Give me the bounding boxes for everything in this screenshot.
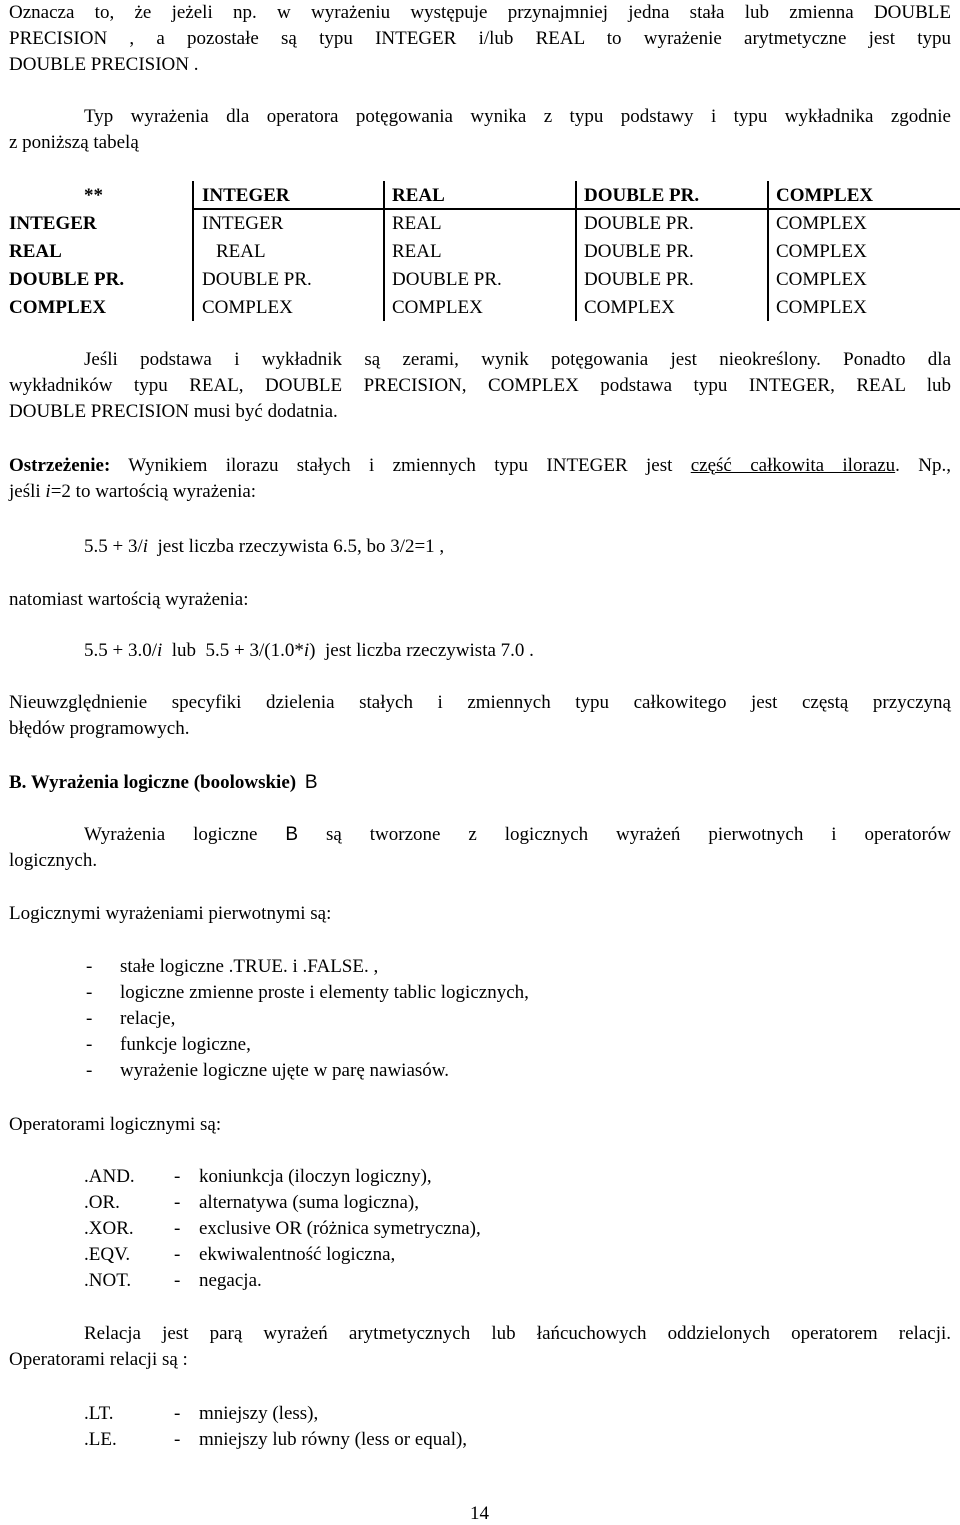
dash: - — [174, 1192, 181, 1213]
warning-label: Ostrzeżenie: — [9, 455, 111, 476]
table-cell: COMPLEX — [776, 269, 867, 290]
example-1-expr: 5.5 + 3/ — [84, 536, 143, 557]
table-cell: COMPLEX — [392, 297, 483, 318]
relation-description: mniejszy (less), — [199, 1403, 319, 1424]
example-2-variable: i — [303, 640, 310, 661]
table-row-header: DOUBLE PR. — [9, 269, 125, 290]
dash: - — [86, 1034, 93, 1055]
operator-description: exclusive OR (różnica symetryczna), — [199, 1218, 481, 1239]
operator-description: negacja. — [199, 1270, 262, 1291]
table-cell: DOUBLE PR. — [584, 213, 694, 234]
operator-symbol: .AND. — [84, 1166, 135, 1187]
operator-symbol: .OR. — [84, 1192, 120, 1213]
table-cell: COMPLEX — [584, 297, 675, 318]
dash: - — [174, 1218, 181, 1239]
operators-intro: Operatorami logicznymi są: — [9, 1114, 222, 1135]
table-cell: COMPLEX — [776, 297, 867, 318]
operator-symbol: .XOR. — [84, 1218, 134, 1239]
table-cell: COMPLEX — [202, 297, 293, 318]
example-1-result: jest liczba rzeczywista 6.5, bo 3/2=1 , — [148, 536, 445, 557]
warning-underlined: część całkowita ilorazu — [690, 455, 896, 476]
table-header-cell: COMPLEX — [776, 185, 874, 206]
dash: - — [174, 1166, 181, 1187]
example-2-variable: i — [157, 640, 163, 661]
neglect-line-2: błędów programowych. — [9, 718, 190, 739]
list-item-text: logiczne zmienne proste i elementy tablic logicznych, — [120, 982, 529, 1003]
table-cell: INTEGER — [202, 213, 284, 234]
intro-line-3: DOUBLE PRECISION . — [9, 54, 199, 75]
relation-paragraph — [9, 1321, 951, 1373]
zero-paragraph — [9, 347, 951, 425]
table-header-cell: DOUBLE PR. — [584, 185, 700, 206]
list-item-text: funkcje logiczne, — [120, 1034, 251, 1055]
type-line-1: Typ wyrażenia dla operatora potęgowania wynika z typu podstawy i typu wykładnika zgodnie — [84, 106, 951, 127]
operator-description: ekwiwalentność logiczna, — [199, 1244, 396, 1265]
relation-line-2: Operatorami relacji są : — [9, 1349, 188, 1370]
table-column-divider — [383, 181, 385, 321]
dash: - — [86, 956, 93, 977]
table-cell: DOUBLE PR. — [584, 269, 694, 290]
operator-symbol: .EQV. — [84, 1244, 131, 1265]
table-row-header: COMPLEX — [9, 297, 107, 318]
warning-line-2-end: =2 to wartością wyrażenia: — [50, 481, 257, 502]
table-cell: REAL — [392, 241, 442, 262]
table-header-cell: REAL — [392, 185, 445, 206]
section-b-symbol: B — [304, 772, 318, 793]
table-cell: REAL — [216, 241, 266, 262]
zero-line-1: Jeśli podstawa i wykładnik są zerami, wynik potęgowania jest nieokreślony. Ponadto dla — [84, 349, 951, 370]
warning-paragraph — [9, 453, 951, 505]
relation-symbol: .LT. — [84, 1403, 114, 1424]
warning-line-2 — [9, 479, 951, 505]
logical-line-1 — [9, 822, 951, 848]
list-item-text: stałe logiczne .TRUE. i .FALSE. , — [120, 956, 379, 977]
neglect-line-1: Nieuwzględnienie specyfiki dzielenia stałych i zmiennych typu całkowitego jest częstą przyczyną — [9, 692, 951, 713]
dash: - — [86, 1060, 93, 1081]
example-1 — [84, 534, 444, 560]
whereas-text: natomiast wartością wyrażenia: — [9, 589, 249, 610]
type-paragraph — [9, 104, 951, 156]
table-column-divider — [767, 181, 769, 321]
table-header-cell: INTEGER — [202, 185, 290, 206]
table-header-row — [0, 181, 960, 209]
relation-description: mniejszy lub równy (less or equal), — [199, 1429, 468, 1450]
table-column-divider — [192, 181, 194, 321]
warning-line-1 — [9, 453, 951, 479]
section-b-heading-text: B. Wyrażenia logiczne (boolowskie) — [9, 772, 297, 793]
operator-description: koniunkcja (iloczyn logiczny), — [199, 1166, 432, 1187]
intro-paragraph — [9, 0, 951, 78]
table-cell: DOUBLE PR. — [584, 241, 694, 262]
intro-line-1: Oznacza to, że jeżeli np. w wyrażeniu występuje przynajmniej jedna stała lub zmienna DOUBLE — [9, 2, 951, 23]
type-line-2: z poniższą tabelą — [9, 132, 139, 153]
warning-text: Wynikiem ilorazu stałych i zmiennych typu INTEGER jest — [110, 455, 691, 476]
warning-line-2-text: jeśli — [9, 481, 46, 502]
warning-text-end: . Np., — [895, 455, 951, 476]
warning-variable: i — [45, 481, 51, 502]
example-2-result: ) jest liczba rzeczywista 7.0 . — [309, 640, 534, 661]
table-row-header: INTEGER — [9, 213, 97, 234]
table-row — [0, 265, 960, 293]
table-cell: DOUBLE PR. — [202, 269, 312, 290]
table-cell: COMPLEX — [776, 241, 867, 262]
example-2 — [84, 638, 534, 664]
logical-line-2: logicznych. — [9, 850, 98, 871]
zero-line-3: DOUBLE PRECISION musi być dodatnia. — [9, 401, 338, 422]
table-cell: COMPLEX — [776, 213, 867, 234]
table-row — [0, 237, 960, 265]
section-b-heading — [9, 770, 318, 796]
table-row — [0, 293, 960, 321]
primitives-intro: Logicznymi wyrażeniami pierwotnymi są: — [9, 903, 332, 924]
logical-symbol: B — [285, 824, 299, 845]
example-2-expr: 5.5 + 3.0/ — [84, 640, 157, 661]
table-cell: REAL — [392, 213, 442, 234]
table-header-corner: ** — [84, 185, 103, 206]
relation-line-1: Relacja jest parą wyrażeń arytmetycznych lub łańcuchowych oddzielonych operatorem relacji. — [84, 1323, 951, 1344]
dash: - — [174, 1403, 181, 1424]
operator-description: alternatywa (suma logiczna), — [199, 1192, 419, 1213]
relation-symbol: .LE. — [84, 1429, 117, 1450]
dash: - — [174, 1429, 181, 1450]
dash: - — [174, 1270, 181, 1291]
example-1-variable: i — [142, 536, 149, 557]
table-row-header: REAL — [9, 241, 62, 262]
operator-symbol: .NOT. — [84, 1270, 132, 1291]
logical-text-end: są tworzone z logicznych wyrażeń pierwotnych i operatorów — [298, 824, 951, 845]
table-cell: DOUBLE PR. — [392, 269, 502, 290]
page-number: 14 — [470, 1503, 489, 1524]
zero-line-2: wykładników typu REAL, DOUBLE PRECISION, COMPLEX podstawa typu INTEGER, REAL lub — [9, 375, 951, 396]
list-item-text: wyrażenie logiczne ujęte w parę nawiasów. — [120, 1060, 450, 1081]
table-column-divider — [575, 181, 577, 321]
list-item-text: relacje, — [120, 1008, 176, 1029]
logical-text: Wyrażenia logiczne — [84, 824, 286, 845]
dash: - — [86, 982, 93, 1003]
example-2-alt: lub 5.5 + 3/(1.0* — [162, 640, 304, 661]
intro-line-2: PRECISION , a pozostałe są typu INTEGER i/lub REAL to wyrażenie arytmetyczne jest typu — [9, 28, 951, 49]
dash: - — [174, 1244, 181, 1265]
neglect-paragraph — [9, 690, 951, 742]
table-row — [0, 209, 960, 237]
logical-paragraph — [9, 822, 951, 874]
dash: - — [86, 1008, 93, 1029]
